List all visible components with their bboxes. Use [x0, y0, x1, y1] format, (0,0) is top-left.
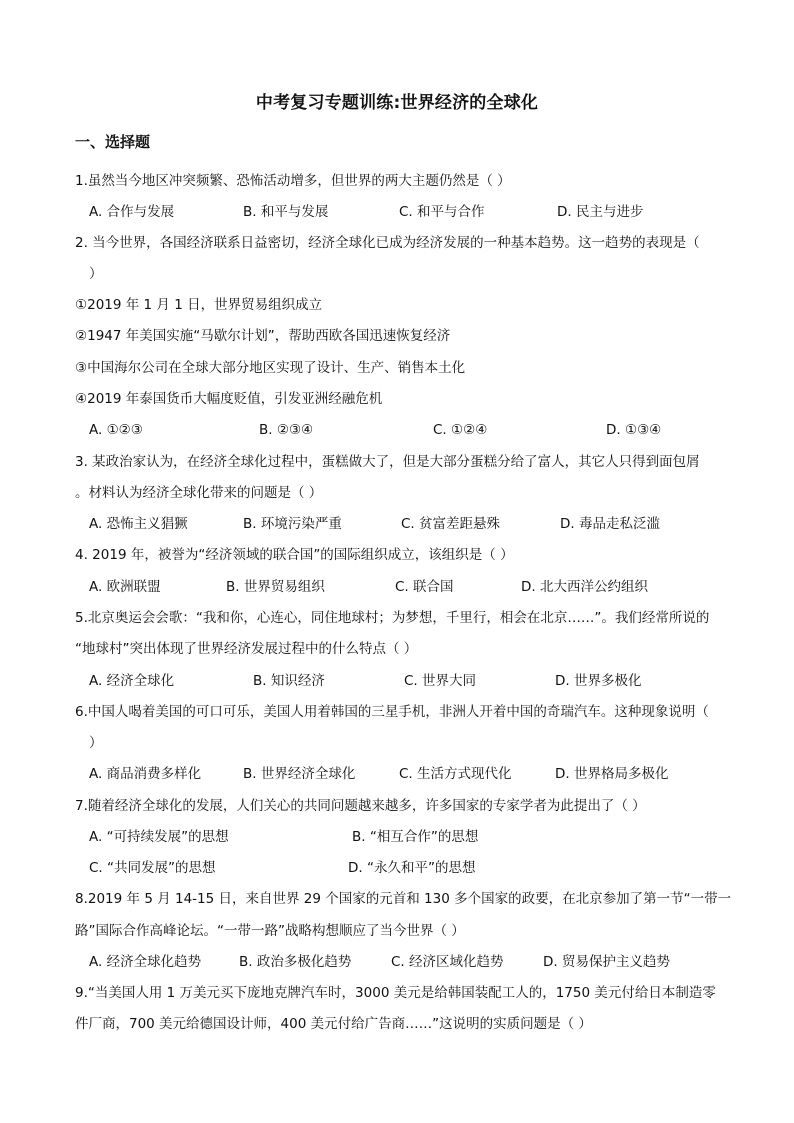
- question-7-option-a: A. “可持续发展”的思想: [89, 829, 229, 845]
- question-3-stem-continued: 。材料认为经济全球化带来的问题是（ ）: [75, 485, 323, 501]
- question-3-stem: 3. 某政治家认为，在经济全球化过程中，蛋糕做大了，但是大部分蛋糕分给了富人，其它人只得到面包屑: [75, 454, 700, 470]
- question-6-option-c: C. 生活方式现代化: [399, 766, 512, 782]
- question-9-stem-continued: 件厂商，700 美元给德国设计师，400 美元付给广告商……”这说明的实质问题是（ ）: [75, 1016, 592, 1032]
- question-8-option-d: D. 贸易保护主义趋势: [543, 954, 670, 970]
- question-5-option-a: A. 经济全球化: [89, 673, 175, 689]
- question-1-option-d: D. 民主与进步: [557, 204, 644, 220]
- question-5-option-b: B. 知识经济: [253, 673, 325, 689]
- question-7-option-c: C. “共同发展”的思想: [89, 860, 216, 876]
- question-6-stem: 6.中国人喝着美国的可口可乐，美国人用着韩国的三星手机，非洲人开着中国的奇瑞汽车。这种现象说明（: [75, 704, 709, 720]
- question-5-option-c: C. 世界大同: [404, 673, 477, 689]
- question-7-option-d: D. “永久和平”的思想: [348, 860, 476, 876]
- question-3-option-c: C. 贫富差距悬殊: [401, 516, 501, 532]
- question-4-option-d: D. 北大西洋公约组织: [521, 579, 648, 595]
- question-7-stem: 7.随着经济全球化的发展，人们关心的共同问题越来越多，许多国家的专家学者为此提出了（ ）: [75, 798, 646, 814]
- question-1-option-a: A. 合作与发展: [89, 204, 175, 220]
- question-2-stem-continued: ）: [89, 266, 103, 282]
- question-5-stem: 5.北京奥运会会歌：“我和你，心连心，同住地球村；为梦想，千里行，相会在北京……”。我们经常所说的: [75, 610, 710, 626]
- question-1-stem: 1.虽然当今地区冲突频繁、恐怖活动增多，但世界的两大主题仍然是（ ）: [75, 173, 511, 189]
- question-8-option-b: B. 政治多极化趋势: [239, 954, 352, 970]
- question-1-option-c: C. 和平与合作: [399, 204, 485, 220]
- question-4-option-a: A. 欧洲联盟: [89, 579, 161, 595]
- question-2-option-b: B. ②③④: [259, 422, 314, 438]
- question-3-option-d: D. 毒品走私泛滥: [560, 516, 660, 532]
- question-1-option-b: B. 和平与发展: [243, 204, 329, 220]
- question-3-option-b: B. 环境污染严重: [243, 516, 342, 532]
- question-8-stem-continued: 路”国际合作高峰论坛。“一带一路”战略构想顺应了当今世界（ ）: [75, 923, 465, 939]
- question-2-option-a: A. ①②③: [89, 422, 143, 438]
- page-title: 中考复习专题训练:世界经济的全球化: [255, 93, 539, 113]
- question-6-option-d: D. 世界格局多极化: [555, 766, 669, 782]
- question-8-option-a: A. 经济全球化趋势: [89, 954, 202, 970]
- question-7-option-b: B. “相互合作”的思想: [352, 829, 479, 845]
- question-4-option-c: C. 联合国: [395, 579, 454, 595]
- question-4-option-b: B. 世界贸易组织: [226, 579, 325, 595]
- question-8-option-c: C. 经济区域化趋势: [391, 954, 504, 970]
- question-4-stem: 4. 2019 年，被誉为“经济领域的联合国”的国际组织成立，该组织是（ ）: [75, 547, 514, 563]
- question-2-item-2: ②1947 年美国实施“马歇尔计划”，帮助西欧各国迅速恢复经济: [75, 328, 451, 344]
- question-2-option-d: D. ①③④: [606, 422, 662, 438]
- question-6-stem-continued: ）: [89, 735, 103, 751]
- question-3-option-a: A. 恐怖主义猖獗: [89, 516, 188, 532]
- question-2-option-c: C. ①②④: [433, 422, 488, 438]
- question-6-option-a: A. 商品消费多样化: [89, 766, 202, 782]
- question-5-stem-continued: “地球村”突出体现了世界经济发展过程中的什么特点（ ）: [75, 641, 418, 657]
- question-9-stem: 9.“当美国人用 1 万美元买下庞地克牌汽车时，3000 美元是给韩国装配工人的，1750 美元付给日本制造零: [75, 985, 716, 1001]
- question-2-item-3: ③中国海尔公司在全球大部分地区实现了设计、生产、销售本土化: [75, 360, 466, 376]
- question-2-stem: 2. 当今世界，各国经济联系日益密切，经济全球化已成为经济发展的一种基本趋势。这一趋势的表现是（: [75, 235, 700, 251]
- section-heading: 一、选择题: [75, 133, 151, 151]
- question-6-option-b: B. 世界经济全球化: [243, 766, 356, 782]
- question-2-item-1: ①2019 年 1 月 1 日，世界贸易组织成立: [75, 297, 323, 313]
- question-2-item-4: ④2019 年泰国货币大幅度贬值，引发亚洲经融危机: [75, 391, 383, 407]
- question-5-option-d: D. 世界多极化: [555, 673, 642, 689]
- question-8-stem: 8.2019 年 5 月 14-15 日，来自世界 29 个国家的元首和 130 多个国家的政要，在北京参加了第一节“一带一: [75, 891, 732, 907]
